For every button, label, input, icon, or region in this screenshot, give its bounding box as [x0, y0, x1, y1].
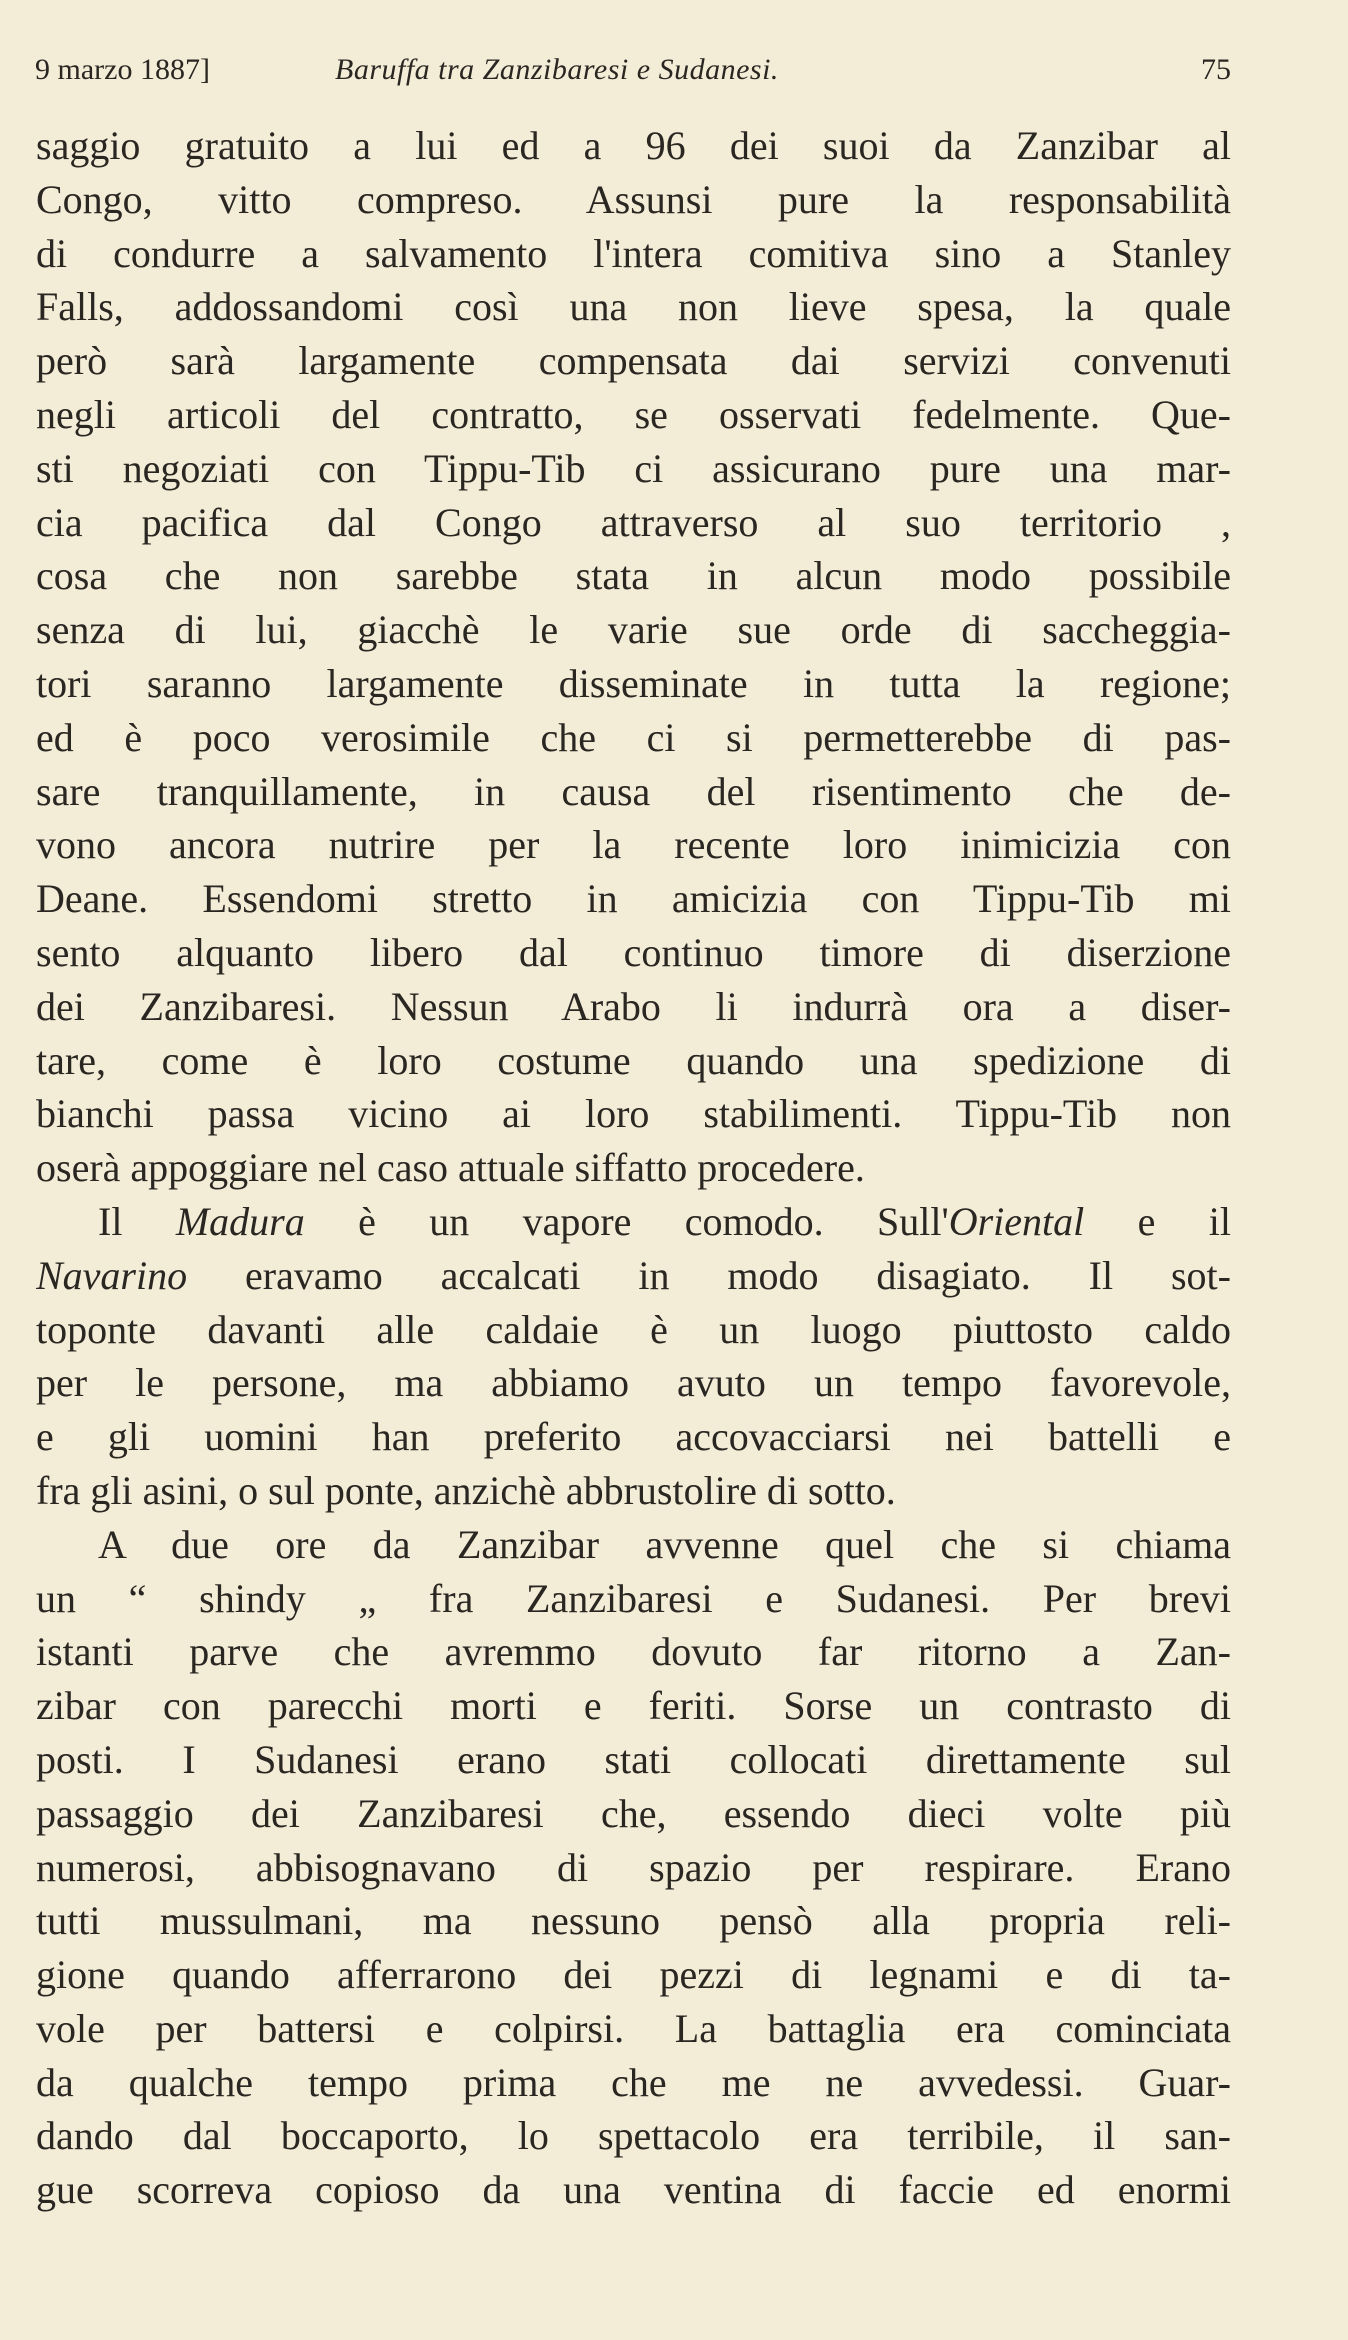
running-header [35, 50, 1231, 90]
text-line: sento alquanto libero dal continuo timore di diserzione [36, 929, 1231, 975]
text-fragment: eravamo accalcati in modo disagiato. Il sot- [245, 1252, 1231, 1298]
text-line: tare, come è loro costume quando una spedizione di [36, 1037, 1231, 1083]
text-fragment: Il [98, 1198, 123, 1244]
text-line: cia pacifica dal Congo attraverso al suo territorio , [36, 499, 1231, 545]
body-text [36, 119, 1231, 2217]
header-title: Baruffa tra Zanzibaresi e Sudanesi. [335, 53, 779, 86]
text-line: Falls, addossandomi così una non lieve spesa, la quale [36, 284, 1231, 330]
text-line: A due ore da Zanzibar avvenne quel che si chiama [98, 1521, 1231, 1567]
text-line: oserà appoggiare nel caso attuale siffatto procedere. [36, 1145, 865, 1191]
text-line: Deane. Essendomi stretto in amicizia con Tippu-Tib mi [36, 876, 1231, 922]
text-line [36, 1195, 1231, 1249]
text-line: per le persone, ma abbiamo avuto un tempo favorevole, [36, 1360, 1231, 1406]
text-line: vono ancora nutrire per la recente loro inimicizia con [36, 822, 1231, 868]
ship-name-navarino: Navarino [36, 1252, 188, 1298]
text-line: toponte davanti alle caldaie è un luogo piuttosto caldo [36, 1306, 1231, 1352]
text-line: sare tranquillamente, in causa del risentimento che de- [36, 768, 1231, 814]
text-line: negli articoli del contratto, se osservati fedelmente. Que- [36, 391, 1231, 437]
text-line: da qualche tempo prima che me ne avvedessi. Guar- [36, 2059, 1231, 2105]
text-line: passaggio dei Zanzibaresi che, essendo dieci volte più [36, 1790, 1231, 1836]
page-number: 75 [1201, 53, 1231, 86]
text-line [36, 1249, 1231, 1303]
text-line: un “ shindy „ fra Zanzibaresi e Sudanesi. Per brevi [36, 1575, 1231, 1621]
text-line: numerosi, abbisognavano di spazio per respirare. Erano [36, 1844, 1231, 1890]
text-line: senza di lui, giacchè le varie sue orde di saccheggia- [36, 607, 1231, 653]
text-line: posti. I Sudanesi erano stati collocati direttamente sul [36, 1736, 1231, 1782]
text-line: istanti parve che avremmo dovuto far ritorno a Zan- [36, 1629, 1231, 1675]
text-line: gione quando afferrarono dei pezzi di legnami e di ta- [36, 1952, 1231, 1998]
text-line: però sarà largamente compensata dai servizi convenuti [36, 338, 1231, 384]
text-line: zibar con parecchi morti e feriti. Sorse un contrasto di [36, 1683, 1231, 1729]
ship-name-madura: Madura [175, 1198, 305, 1244]
text-line: tutti mussulmani, ma nessuno pensò alla propria reli- [36, 1898, 1231, 1944]
text-line: fra gli asini, o sul ponte, anzichè abbrustolire di sotto. [36, 1467, 896, 1513]
text-line: sti negoziati con Tippu-Tib ci assicurano pure una mar- [36, 445, 1231, 491]
text-line: gue scorreva copioso da una ventina di faccie ed enormi [36, 2167, 1231, 2213]
text-line: Congo, vitto compreso. Assunsi pure la responsabilità [36, 176, 1231, 222]
text-line: cosa che non sarebbe stata in alcun modo possibile [36, 553, 1231, 599]
text-line: dei Zanzibaresi. Nessun Arabo li indurrà ora a diser- [36, 983, 1231, 1029]
text-line: bianchi passa vicino ai loro stabilimenti. Tippu-Tib non [36, 1091, 1231, 1137]
header-date: 9 marzo 1887] [35, 53, 210, 86]
text-line: vole per battersi e colpirsi. La battaglia era cominciata [36, 2005, 1231, 2051]
text-line: saggio gratuito a lui ed a 96 dei suoi da Zanzibar al [36, 123, 1231, 168]
text-line: di condurre a salvamento l'intera comitiva sino a Stanley [36, 230, 1231, 276]
text-fragment: e il [1137, 1198, 1231, 1244]
ship-name-oriental: Oriental [948, 1198, 1085, 1244]
text-line: ed è poco verosimile che ci si permetterebbe di pas- [36, 714, 1231, 760]
text-fragment: è un vapore comodo. Sull' [358, 1198, 949, 1244]
text-line: e gli uomini han preferito accovacciarsi nei battelli e [36, 1414, 1231, 1460]
text-line: tori saranno largamente disseminate in tutta la regione; [36, 660, 1231, 706]
text-line: dando dal boccaporto, lo spettacolo era terribile, il san- [36, 2113, 1231, 2159]
